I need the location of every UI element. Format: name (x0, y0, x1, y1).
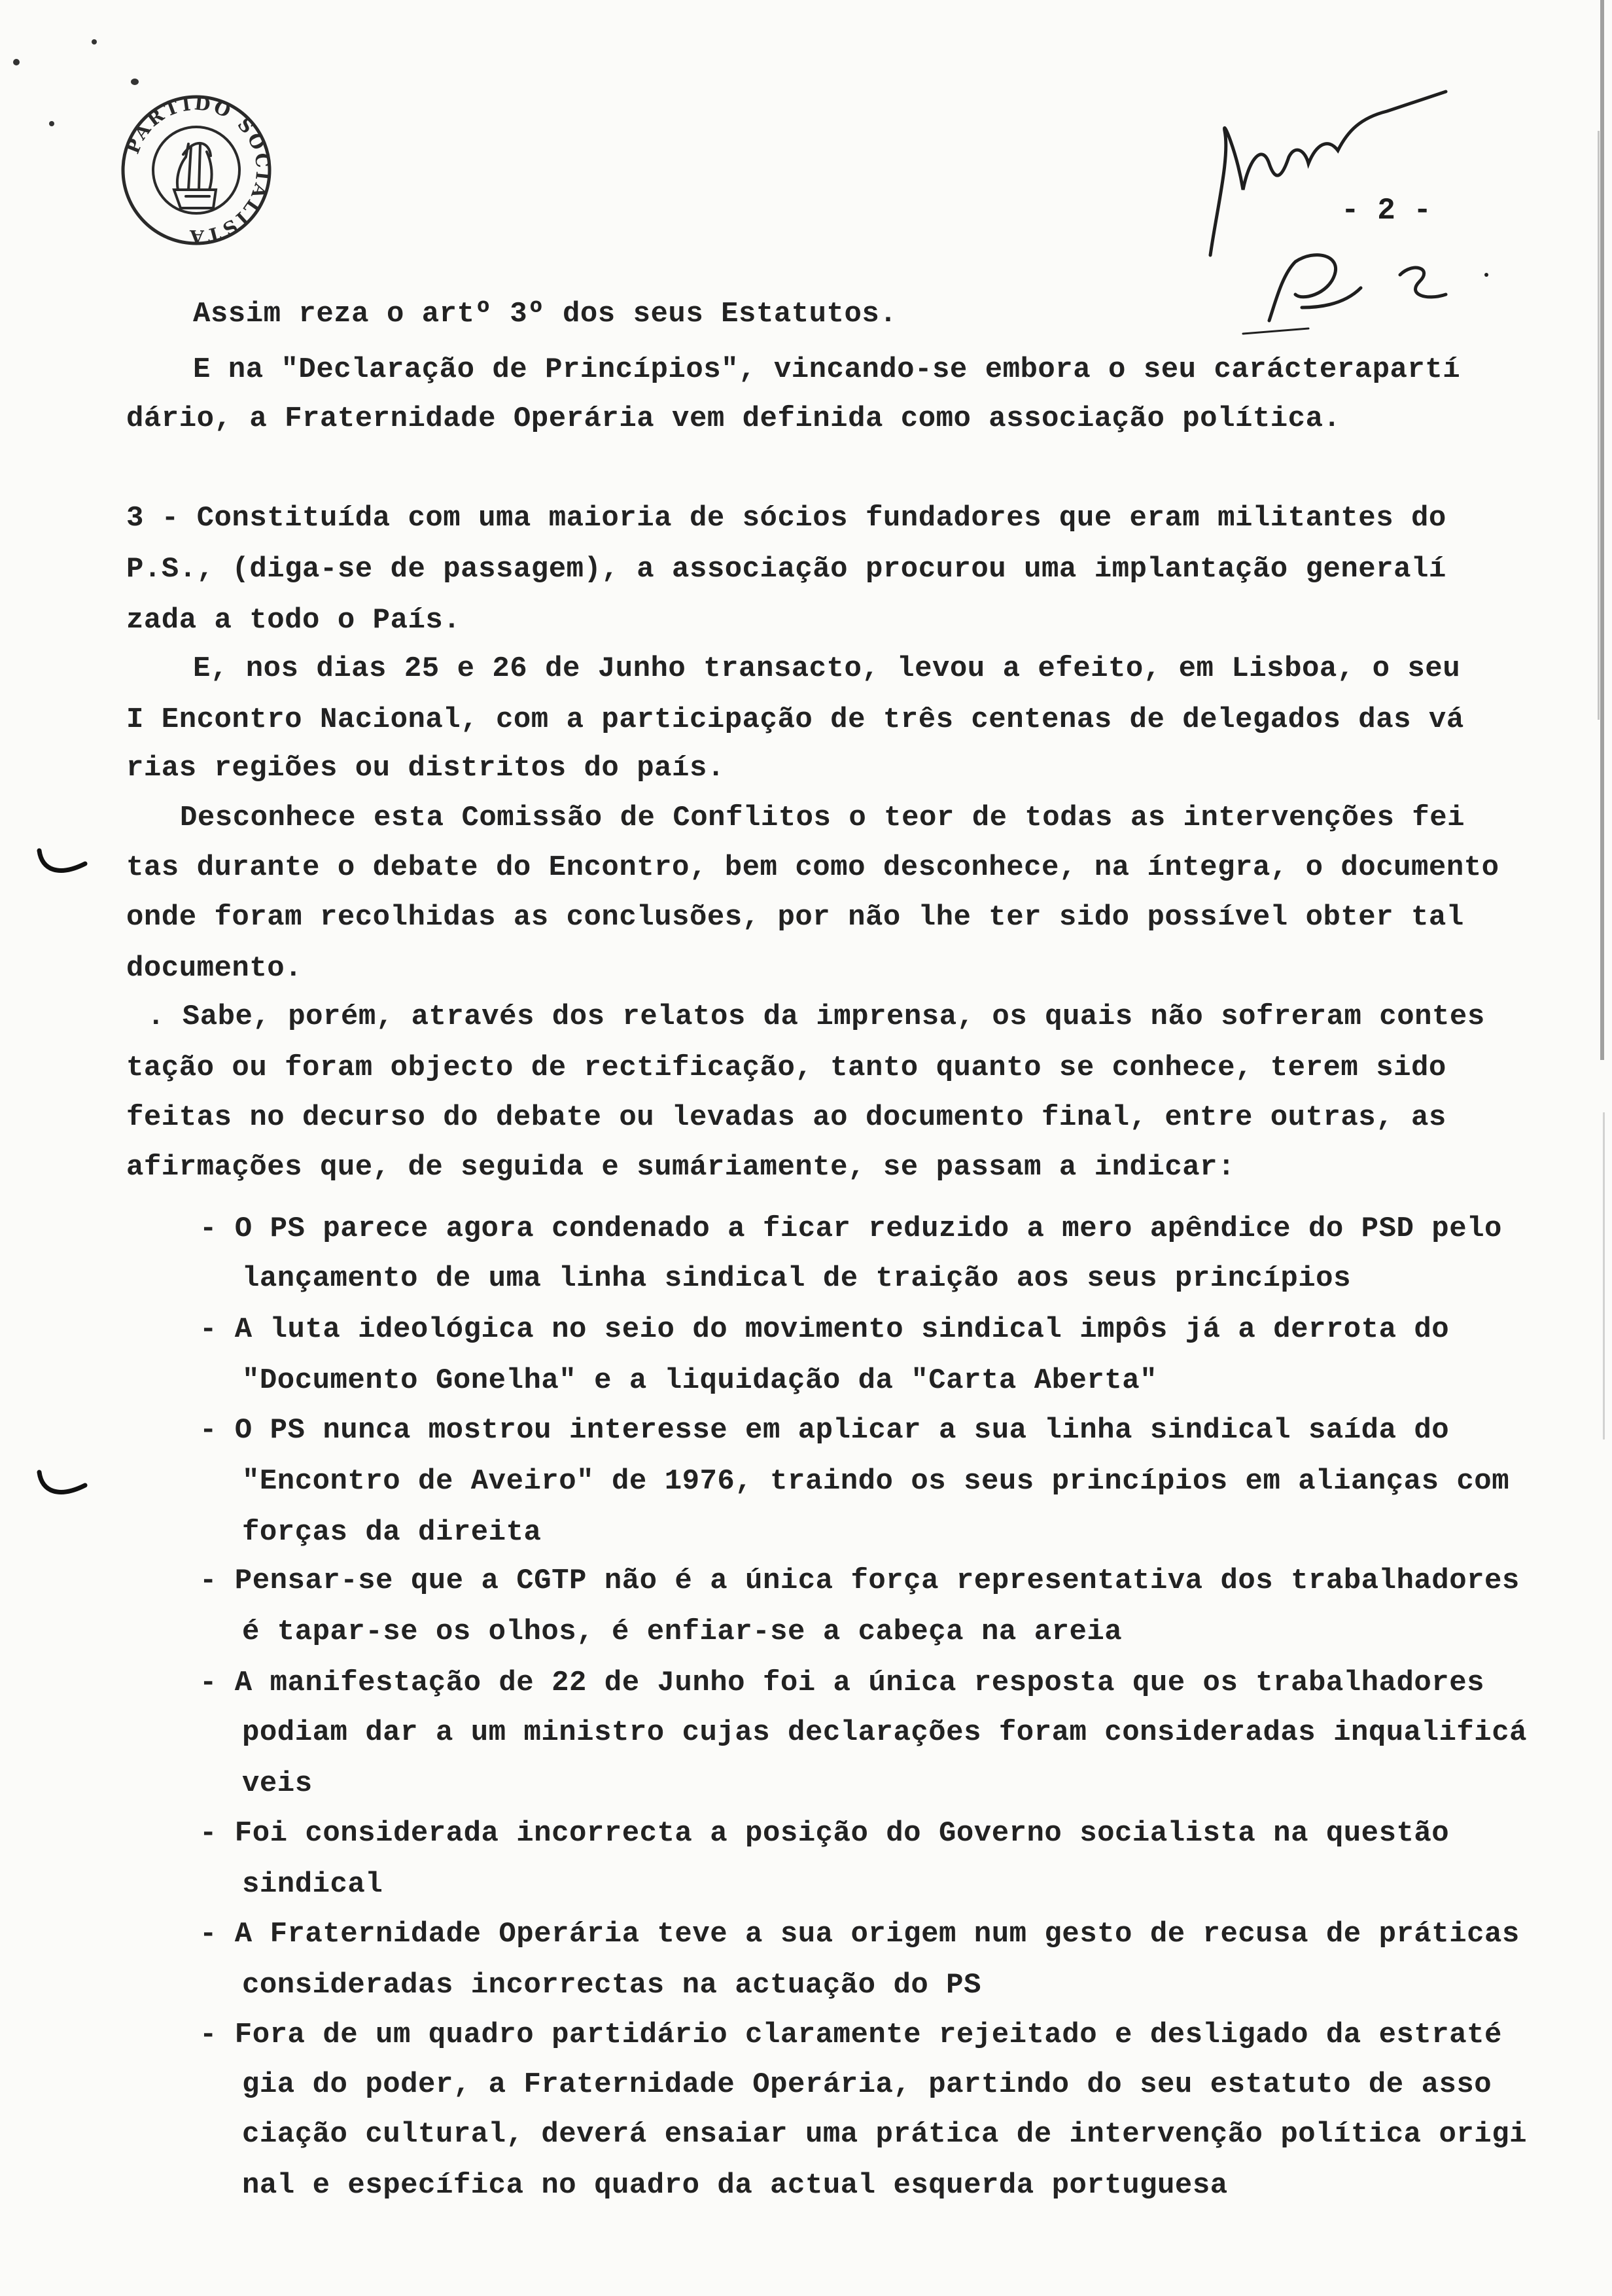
text-line: zada a todo o País. (126, 604, 461, 637)
text-line: - A manifestação de 22 de Junho foi a única resposta que os trabalhadores (200, 1667, 1485, 1699)
text-line: "Encontro de Aveiro" de 1976, traindo os seus princípios em alianças com (242, 1465, 1510, 1498)
scan-speck (131, 79, 139, 85)
seal-text: PARTIDO SOCIALISTA (122, 92, 274, 248)
text-line: - Foi considerada incorrecta a posição do Governo socialista na questão (200, 1817, 1450, 1850)
text-line: ciação cultural, deverá ensaiar uma prática de intervenção política origi (242, 2118, 1528, 2151)
text-line: afirmações que, de seguida e sumáriamente, se passam a indicar: (126, 1151, 1235, 1184)
text-line: nal e específica no quadro da actual esquerda portuguesa (242, 2169, 1228, 2202)
text-line: Desconhece esta Comissão de Conflitos o teor de todas as intervenções fei (180, 802, 1465, 834)
party-seal-stamp (118, 92, 275, 249)
text-line: I Encontro Nacional, com a participação de três centenas de delegados das vá (126, 703, 1464, 736)
text-line: 3 - Constituída com uma maioria de sócios fundadores que eram militantes do (126, 502, 1446, 535)
fist-rose-icon (174, 143, 216, 208)
text-line: E, nos dias 25 e 26 de Junho transacto, levou a efeito, em Lisboa, o seu (193, 652, 1461, 685)
page-number: - 2 - (1341, 194, 1432, 228)
text-line: podiam dar a um ministro cujas declarações foram consideradas inqualificá (242, 1716, 1528, 1749)
text-line: . Sabe, porém, através dos relatos da imprensa, os quais não sofreram contes (147, 1000, 1485, 1033)
scan-speck (92, 39, 97, 44)
scan-speck (49, 121, 54, 126)
text-line: - Fora de um quadro partidário claramente rejeitado e desligado da estraté (200, 2019, 1502, 2051)
text-line: - A Fraternidade Operária teve a sua origem num gesto de recusa de práticas (200, 1918, 1520, 1951)
text-line: onde foram recolhidas as conclusões, por não lhe ter sido possível obter tal (126, 901, 1464, 934)
text-line: E na "Declaração de Princípios", vincando-se embora o seu carácterapartí (193, 353, 1461, 386)
text-line: tação ou foram objecto de rectificação, tanto quanto se conhece, terem sido (126, 1051, 1446, 1084)
text-line: Assim reza o artº 3º dos seus Estatutos. (193, 298, 898, 330)
text-line: gia do poder, a Fraternidade Operária, partindo do seu estatuto de asso (242, 2068, 1492, 2101)
text-line: é tapar-se os olhos, é enfiar-se a cabeça na areia (242, 1616, 1123, 1648)
text-line: feitas no decurso do debate ou levadas ao documento final, entre outras, as (126, 1101, 1446, 1134)
text-line: - Pensar-se que a CGTP não é a única força representativa dos trabalhadores (200, 1564, 1520, 1597)
text-line: lançamento de uma linha sindical de traição aos seus princípios (242, 1262, 1351, 1295)
margin-check-mark (33, 1466, 92, 1505)
text-line: rias regiões ou distritos do país. (126, 752, 725, 785)
text-line: sindical (242, 1868, 383, 1901)
text-line: - O PS nunca mostrou interesse em aplicar a sua linha sindical saída do (200, 1414, 1450, 1447)
text-line: documento. (126, 952, 303, 985)
margin-check-mark (33, 844, 92, 883)
text-line: consideradas incorrectas na actuação do PS (242, 1969, 981, 2002)
text-line: tas durante o debate do Encontro, bem como desconhece, na íntegra, o documento (126, 851, 1499, 884)
text-line: P.S., (diga-se de passagem), a associação procurou uma implantação generalí (126, 553, 1446, 586)
scan-edge-shadow (1586, 0, 1612, 2293)
text-line: - O PS parece agora condenado a ficar reduzido a mero apêndice do PSD pelo (200, 1212, 1502, 1245)
text-line: - A luta ideológica no seio do movimento sindical impôs já a derrota do (200, 1313, 1450, 1346)
initials-scribble (1230, 236, 1505, 340)
text-line: dário, a Fraternidade Operária vem definida como associação política. (126, 402, 1341, 435)
scan-speck (13, 59, 20, 65)
text-line: "Documento Gonelha" e a liquidação da "Carta Aberta" (242, 1364, 1158, 1397)
text-line: forças da direita (242, 1516, 542, 1549)
text-line: veis (242, 1767, 313, 1800)
